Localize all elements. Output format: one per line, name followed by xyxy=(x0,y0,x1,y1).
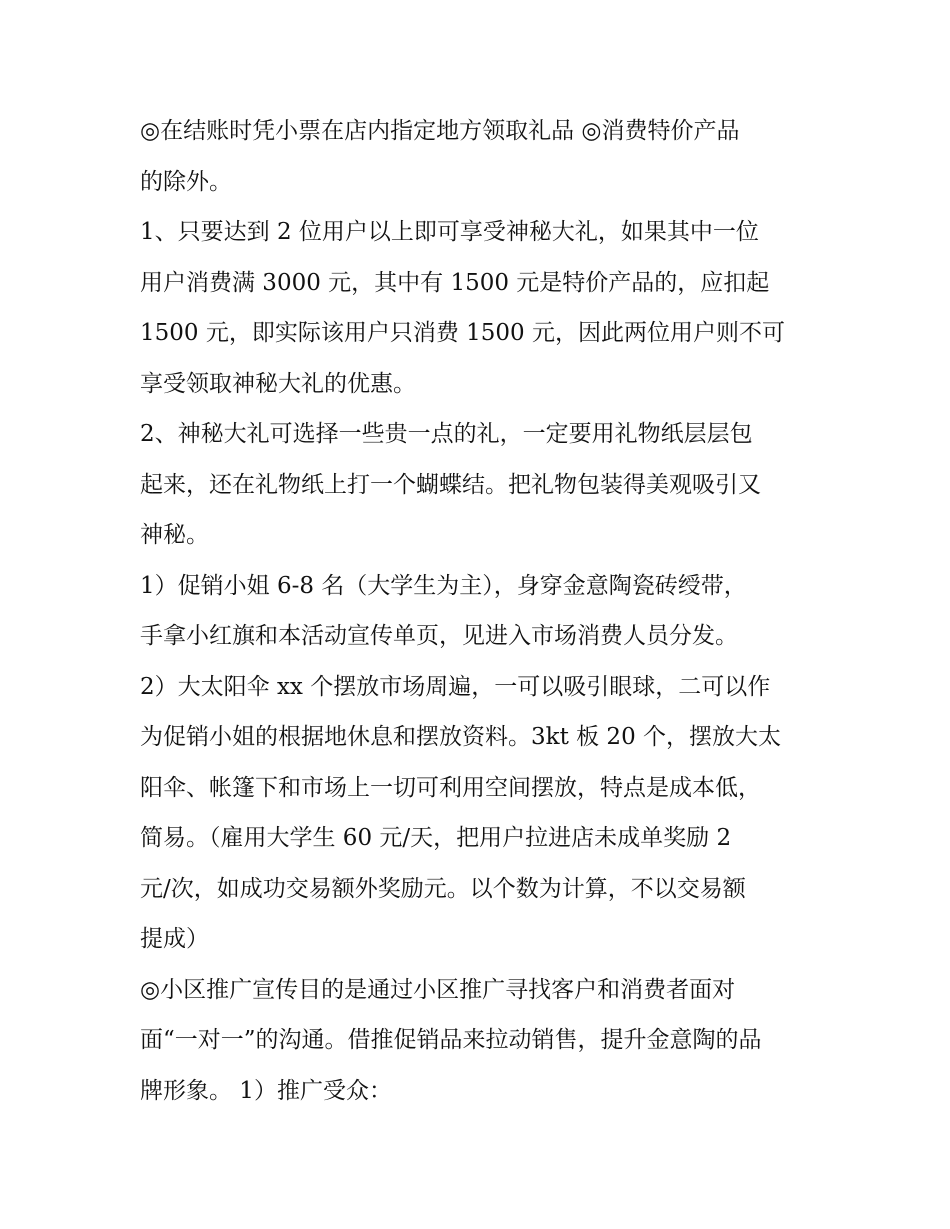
text-line: 1500 元，即实际该用户只消费 1500 元，因此两位用户则不可 xyxy=(140,320,785,346)
text-line: 的除外。 xyxy=(140,168,232,195)
document-body xyxy=(140,106,820,1116)
text-line: 起来，还在礼物纸上打一个蝴蝶结。把礼物包装得美观吸引又 xyxy=(140,471,761,498)
text-line: 2、神秘大礼可选择一些贵一点的礼，一定要用礼物纸层层包 xyxy=(140,421,753,447)
text-line: 元/次，如成功交易额外奖励元。以个数为计算，不以交易额 xyxy=(140,875,746,902)
text-line: 手拿小红旗和本活动宣传单页，见进入市场消费人员分发。 xyxy=(140,623,738,649)
text-line: ◎在结账时凭小票在店内指定地方领取礼品 ◎消费特价产品 xyxy=(140,118,740,144)
text-line: 2）大太阳伞 xx 个摆放市场周遍，一可以吸引眼球，二可以作 xyxy=(140,673,771,700)
text-line: 1）促销小姐 6-8 名（大学生为主），身穿金意陶瓷砖绶带， xyxy=(140,572,747,599)
text-line: 简易。（雇用大学生 60 元/天，把用户拉进店未成单奖励 2 xyxy=(140,825,732,851)
text-line: 提成） xyxy=(140,926,209,952)
text-line: 阳伞、帐篷下和市场上一切可利用空间摆放，特点是成本低， xyxy=(140,774,761,801)
text-line: 享受领取神秘大礼的优惠。 xyxy=(140,370,416,397)
text-line: 神秘。 xyxy=(140,522,209,548)
text-line: 1、只要达到 2 位用户以上即可享受神秘大礼，如果其中一位 xyxy=(140,219,759,245)
text-line: 牌形象。 1）推广受众： xyxy=(140,1077,392,1104)
text-line: ◎小区推广宣传目的是通过小区推广寻找客户和消费者面对 xyxy=(140,976,736,1003)
text-line: 面“一对一”的沟通。借推促销品来拉动销售，提升金意陶的品 xyxy=(140,1027,762,1053)
text-line: 为促销小姐的根据地休息和摆放资料。3kt 板 20 个，摆放大太 xyxy=(140,724,782,750)
text-line: 用户消费满 3000 元，其中有 1500 元是特价产品的，应扣起 xyxy=(140,269,770,296)
